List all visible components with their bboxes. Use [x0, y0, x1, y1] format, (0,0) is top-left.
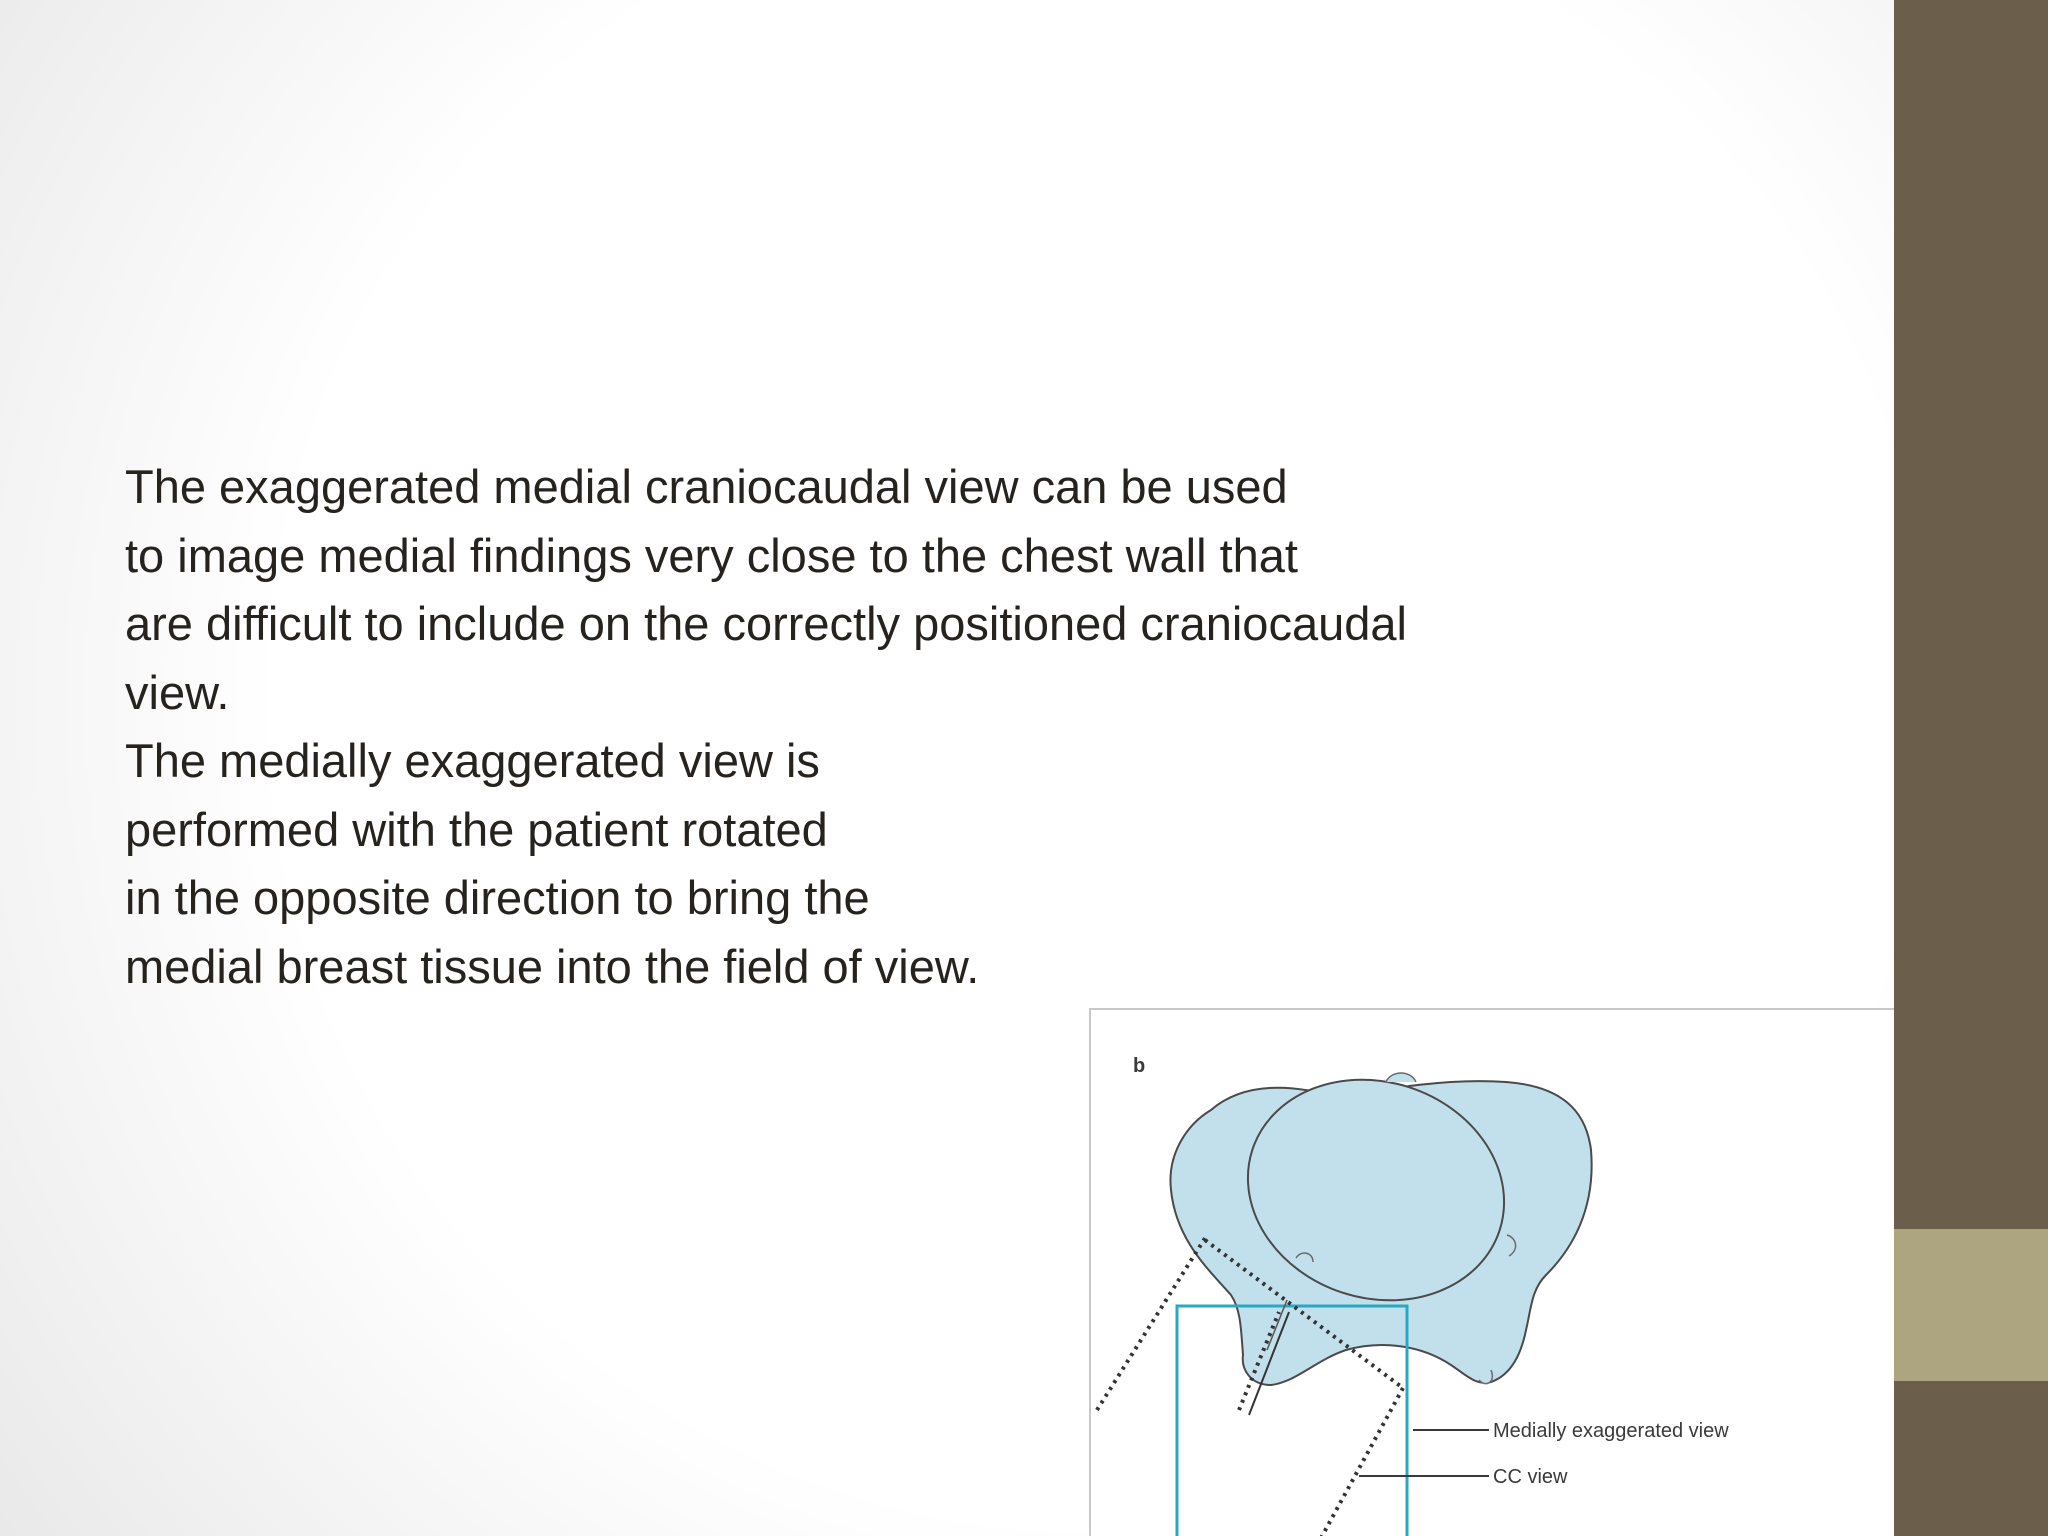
- label-medially-exaggerated-view: Medially exaggerated view: [1493, 1420, 1729, 1442]
- positioning-diagram-figure: [1089, 1008, 1894, 1536]
- dotted-line-lower: [1321, 1388, 1403, 1536]
- sidebar-accent-block: [1894, 1229, 2048, 1381]
- text-line: medial breast tissue into the field of view.: [125, 939, 980, 993]
- text-line: The exaggerated medial craniocaudal view can be used: [125, 460, 1288, 513]
- breast-positioning-diagram: [1091, 1010, 1894, 1536]
- panel-label: b: [1133, 1055, 1146, 1077]
- nipple-top: [1386, 1073, 1416, 1082]
- dotted-line-outer: [1097, 1235, 1207, 1410]
- text-line: in the opposite direction to bring the: [125, 871, 870, 924]
- text-line: view.: [125, 665, 230, 719]
- text-line: The medially exaggerated view is: [125, 734, 820, 787]
- label-cc-view: CC view: [1493, 1466, 1568, 1488]
- text-line: to image medial findings very close to the chest wall that: [125, 528, 1298, 582]
- text-line: performed with the patient rotated: [125, 802, 828, 856]
- text-line: are difficult to include on the correctly positioned craniocaudal: [125, 597, 1407, 650]
- slide-body-text: [125, 453, 1645, 1001]
